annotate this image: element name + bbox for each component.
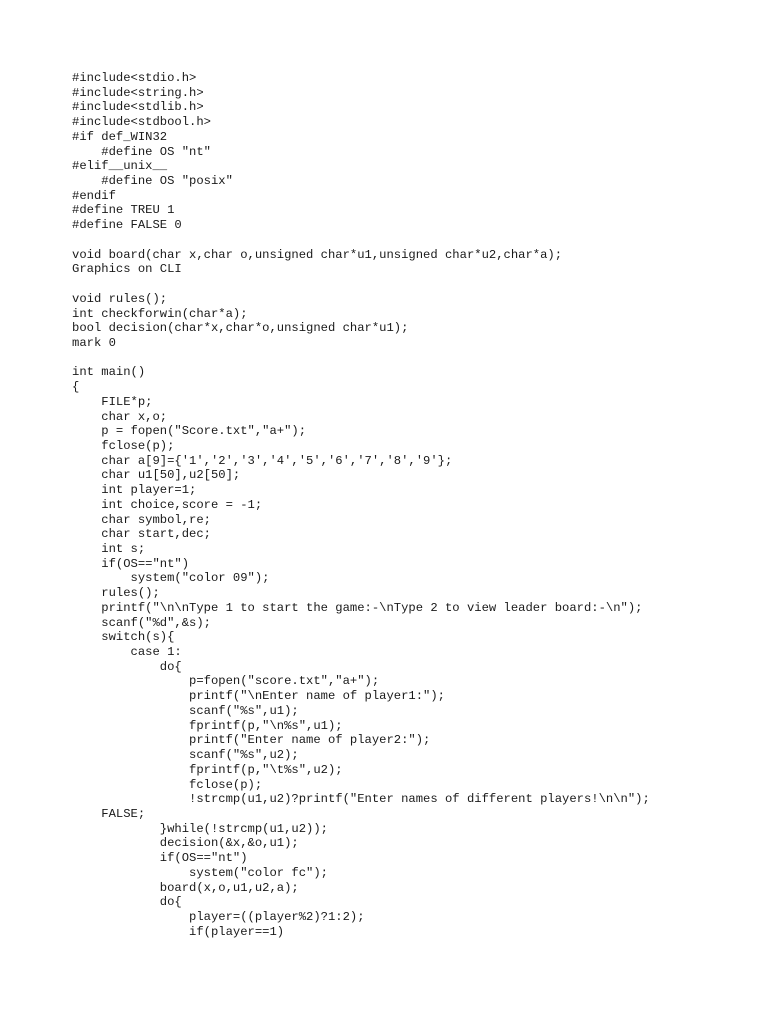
- code-line: int checkforwin(char*a);: [72, 306, 248, 321]
- code-line: case 1:: [72, 645, 182, 660]
- code-line: #include<string.h>: [72, 85, 204, 100]
- code-line: FILE*p;: [72, 394, 153, 409]
- code-line: int player=1;: [72, 483, 197, 498]
- code-line: #elif__unix__: [72, 159, 168, 174]
- code-line: int choice,score = -1;: [72, 497, 263, 512]
- code-line: printf("\nEnter name of player1:");: [72, 689, 445, 704]
- code-line: mark 0: [72, 335, 116, 350]
- code-line: int s;: [72, 542, 146, 556]
- code-line: fclose(p);: [72, 777, 263, 792]
- code-line: fprintf(p,"\n%s",u1);: [72, 718, 343, 733]
- code-line: char symbol,re;: [72, 512, 211, 527]
- code-line: fprintf(p,"\t%s",u2);: [72, 762, 343, 777]
- code-line: board(x,o,u1,u2,a);: [72, 880, 299, 895]
- code-line: void board(char x,char o,unsigned char*u1,unsigned char*u2,char*a);: [72, 247, 563, 262]
- code-line: do{: [72, 895, 182, 910]
- code-line: #include<stdlib.h>: [72, 100, 204, 115]
- code-line: decision(&x,&o,u1);: [72, 836, 299, 851]
- code-line: #define OS "nt": [72, 144, 211, 159]
- code-line: p=fopen("score.txt","a+");: [72, 674, 380, 689]
- code-line: scanf("%s",u2);: [72, 748, 299, 763]
- code-line: bool decision(char*x,char*o,unsigned char*u1);: [72, 321, 409, 336]
- code-line: #include<stdbool.h>: [72, 115, 211, 130]
- code-line: player=((player%2)?1:2);: [72, 909, 365, 924]
- code-line: char a[9]={'1','2','3','4','5','6','7','8','9'};: [72, 453, 453, 468]
- code-line: if(player==1): [72, 924, 285, 939]
- code-line: {: [72, 380, 80, 395]
- code-line: switch(s){: [72, 630, 175, 645]
- code-line: [72, 233, 650, 248]
- code-line: #define OS "posix": [72, 174, 233, 189]
- code-line: char start,dec;: [72, 527, 211, 542]
- code-listing: [72, 71, 650, 939]
- code-line: #include<stdio.h>: [72, 71, 197, 85]
- code-line: void rules();: [72, 291, 168, 306]
- code-line: #define TREU 1: [72, 203, 175, 218]
- code-line: #if def_WIN32: [72, 129, 168, 144]
- code-line: if(OS=="nt"): [72, 556, 190, 571]
- code-line: printf("\n\nType 1 to start the game:-\nType 2 to view leader board:-\n");: [72, 600, 643, 615]
- code-line: }while(!strcmp(u1,u2));: [72, 821, 328, 836]
- code-line: system("color fc");: [72, 865, 328, 880]
- code-line: #define FALSE 0: [72, 218, 182, 233]
- code-line: rules();: [72, 586, 160, 601]
- code-line: scanf("%d",&s);: [72, 615, 211, 630]
- code-line: [72, 351, 650, 366]
- code-line: Graphics on CLI: [72, 262, 182, 277]
- code-line: system("color 09");: [72, 571, 270, 586]
- code-line: [72, 277, 650, 292]
- code-line: int main(): [72, 365, 146, 380]
- code-line: scanf("%s",u1);: [72, 703, 299, 718]
- code-line: printf("Enter name of player2:");: [72, 733, 431, 748]
- code-line: #endif: [72, 188, 116, 203]
- code-line: FALSE;: [72, 806, 146, 821]
- code-line: fclose(p);: [72, 438, 175, 453]
- code-line: !strcmp(u1,u2)?printf("Enter names of different players!\n\n");: [72, 792, 650, 807]
- code-line: p = fopen("Score.txt","a+");: [72, 424, 307, 439]
- code-line: char x,o;: [72, 409, 168, 424]
- code-line: char u1[50],u2[50];: [72, 468, 241, 483]
- code-line: if(OS=="nt"): [72, 851, 248, 866]
- code-line: do{: [72, 659, 182, 674]
